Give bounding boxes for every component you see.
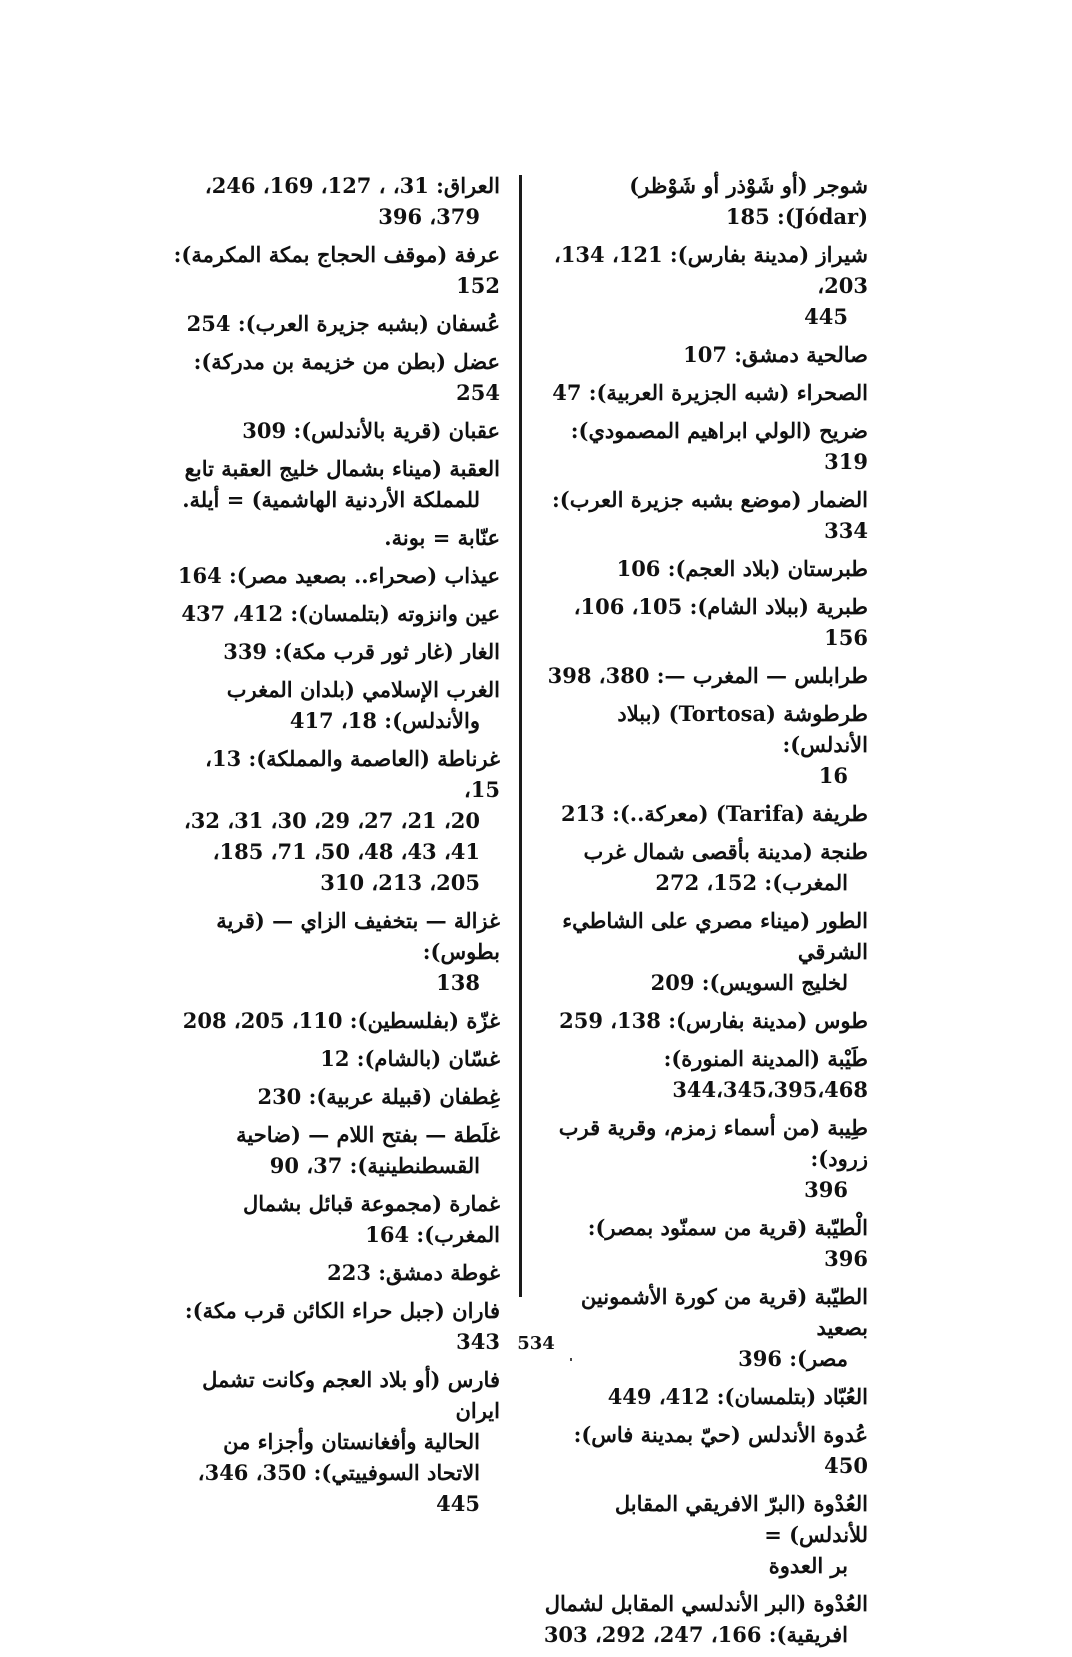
index-entry-continuation: المغرب): 152، 272 (655, 870, 848, 895)
index-entry (538, 905, 868, 998)
index-entry (538, 798, 868, 829)
index-entry-text: طرطوشة (Tortosa) (ببلاد الأندلس): (617, 701, 868, 757)
index-entry-text: غِطفان (قبيلة عربية): 230 (257, 1084, 500, 1109)
index-entry-continuation: 138 (436, 970, 480, 995)
index-entry-text: عُسفان (بشبه جزيرة العرب): 254 (186, 311, 500, 336)
index-entry (538, 591, 868, 653)
index-entry (538, 1381, 868, 1412)
index-entry (538, 836, 868, 898)
index-entry (172, 598, 500, 629)
index-entry-text: عقبان (قرية بالأندلس): 309 (242, 418, 500, 443)
index-entry (172, 346, 500, 408)
index-entry (172, 1119, 500, 1181)
index-entry (172, 170, 500, 232)
index-entry-text: عين وانزوته (بتلمسان): 412، 437 (181, 601, 500, 626)
index-entry-text: طنجة (مدينة بأقصى شمال غرب (583, 839, 868, 864)
index-entry-text: غمارة (مجموعة قبائل بشمال المغرب): 164 (242, 1191, 500, 1247)
index-entry-text: فاران (جبل حراء الكائن قرب مكة): 343 (184, 1298, 500, 1354)
index-entry-text: طَيْبة (المدينة المنورة): 344،345،395،468 (663, 1046, 868, 1102)
index-entry (172, 1364, 500, 1519)
index-entry (172, 1257, 500, 1288)
index-entry (172, 522, 500, 553)
index-entry (538, 1281, 868, 1374)
index-entry-text: غزّة (بفلسطين): 110، 205، 208 (182, 1008, 500, 1033)
index-entry-continuation: 445 (804, 304, 848, 329)
index-entry-text: عرفة (موقف الحجاج بمكة المكرمة): 152 (173, 242, 500, 298)
index-entry (538, 1588, 868, 1650)
index-entry-text: طبرستان (بلاد العجم): 106 (616, 556, 868, 581)
index-entry-continuation: الحالية وأفغانستان وأجزاء من الاتحاد السوفييتي): 350، 346، 445 (197, 1429, 480, 1516)
index-entry (172, 1005, 500, 1036)
index-entry-text: صالحية دمشق: 107 (683, 342, 868, 367)
index-entry-text: طبرية (ببلاد الشام): 105، 106، 156 (573, 594, 868, 650)
index-entry-continuation: افريقية): 166، 247، 292، 303 (543, 1622, 848, 1647)
index-entry (538, 377, 868, 408)
index-column-right (538, 170, 868, 1657)
index-entry-continuation: 16 (818, 763, 848, 788)
index-entry-text: العُدْوة (البر الأندلسي المقابل لشمال (544, 1591, 868, 1616)
index-entry (538, 1043, 868, 1105)
index-entry (172, 1081, 500, 1112)
index-entry-text: شيراز (مدينة بفارس): 121، 134، 203، (554, 242, 868, 298)
index-entry (538, 553, 868, 584)
index-entry (172, 636, 500, 667)
index-entry (172, 560, 500, 591)
index-entry-text: غوطة دمشق: 223 (327, 1260, 500, 1285)
index-entry (538, 170, 868, 232)
index-entry-text: غسّان (بالشام): 12 (320, 1046, 500, 1071)
index-entry-text: الطيّبة (قرية من كورة الأشمونين بصعيد (580, 1284, 868, 1340)
index-entry (538, 1419, 868, 1481)
index-entry-text: غرناطة (العاصمة والمملكة): 13، 15، (205, 746, 500, 802)
index-entry-text: العُبّاد (بتلمسان): 412، 449 (607, 1384, 868, 1409)
index-entry-text: فارس (أو بلاد العجم وكانت تشمل ايران (202, 1367, 500, 1423)
index-entry-text: العُدْوة (البرّ الافريقي المقابل للأندلس) = (614, 1491, 868, 1547)
index-entry (172, 1043, 500, 1074)
index-entry-text: عيذاب (صحراء.. بصعيد مصر): 164 (177, 563, 500, 588)
index-entry (538, 484, 868, 546)
index-entry-text: غزالة — بتخفيف الزاي — (قرية بطوس): (216, 908, 500, 964)
index-entry-text: عنّابة = بونة. (384, 525, 500, 550)
index-entry-text: شوجر (أو شَوْذر أو شَوْظر) (Jódar): 185 (629, 173, 868, 229)
index-entry (172, 308, 500, 339)
index-entry (538, 698, 868, 791)
index-entry-text: الصحراء (شبه الجزيرة العربية): 47 (552, 380, 868, 405)
index-entry (538, 660, 868, 691)
index-entry (172, 453, 500, 515)
page-number: 534 (517, 1333, 555, 1354)
index-entry (172, 1188, 500, 1250)
index-entry (172, 905, 500, 998)
index-entry (538, 239, 868, 332)
index-entry-text: العقبة (ميناء بشمال خليج العقبة تابع (184, 456, 500, 481)
index-entry-text: طرابلس — المغرب —: 380، 398 (547, 663, 868, 688)
index-entry-continuation: 379، 396 (378, 204, 480, 229)
index-entry (172, 674, 500, 736)
index-entry (172, 415, 500, 446)
index-entry-text: ضريح (الولي ابراهيم المصمودي): 319 (570, 418, 868, 474)
index-entry-text: طِيبة (من أسماء زمزم، وقرية قرب زرود): (558, 1115, 868, 1171)
index-entry-text: غلَطة — بفتح اللام — (ضاحية (236, 1122, 500, 1147)
index-entry-continuation: لخليج السويس): 209 (650, 970, 848, 995)
index-entry-text: الْطيّبة (قرية من سمنّود بمصر): 396 (587, 1215, 868, 1271)
index-entry-text: الطور (ميناء مصري على الشاطيء الشرقي (562, 908, 868, 964)
index-entry-continuation: والأندلس): 18، 417 (289, 708, 480, 733)
index-entry (538, 1212, 868, 1274)
index-entry-continuation: 20، 21، 27، 29، 30، 31، 32، 41، 43، 48، 50، 71، 185، 205، 213، 310 (184, 808, 480, 895)
index-entry-continuation: للمملكة الأردنية الهاشمية) = أيلة. (182, 487, 480, 512)
index-entry-text: طوس (مدينة بفارس): 138، 259 (559, 1008, 868, 1033)
index-entry-continuation: القسطنطينية): 37، 90 (269, 1153, 480, 1178)
index-entry-text: العراق: 31، ، 127، 169، 246، (204, 173, 500, 198)
index-entry (538, 1005, 868, 1036)
index-entry-text: عُدوة الأندلس (حيّ بمدينة فاس): 450 (573, 1422, 868, 1478)
index-entry-continuation: مصر): 396 (738, 1346, 848, 1371)
index-entry (172, 239, 500, 301)
index-entry-continuation: بر العدوة (768, 1553, 848, 1578)
index-entry-text: الغرب الإسلامي (بلدان المغرب (226, 677, 500, 702)
index-entry (538, 1488, 868, 1581)
index-entry (172, 743, 500, 898)
index-entry-continuation: 396 (804, 1177, 848, 1202)
index-entry-text: الغار (غار ثور قرب مكة): 339 (223, 639, 500, 664)
index-entry (538, 415, 868, 477)
index-column-left (172, 170, 500, 1526)
column-divider (519, 175, 522, 1297)
ink-speck (570, 1358, 572, 1361)
index-entry-text: عضل (بطن من خزيمة بن مدركة): 254 (193, 349, 500, 405)
index-entry-text: طريفة (Tarifa) (معركة..): 213 (560, 801, 868, 826)
index-entry (538, 339, 868, 370)
index-entry-text: الضمار (موضع بشبه جزيرة العرب): 334 (552, 487, 868, 543)
index-entry (538, 1112, 868, 1205)
